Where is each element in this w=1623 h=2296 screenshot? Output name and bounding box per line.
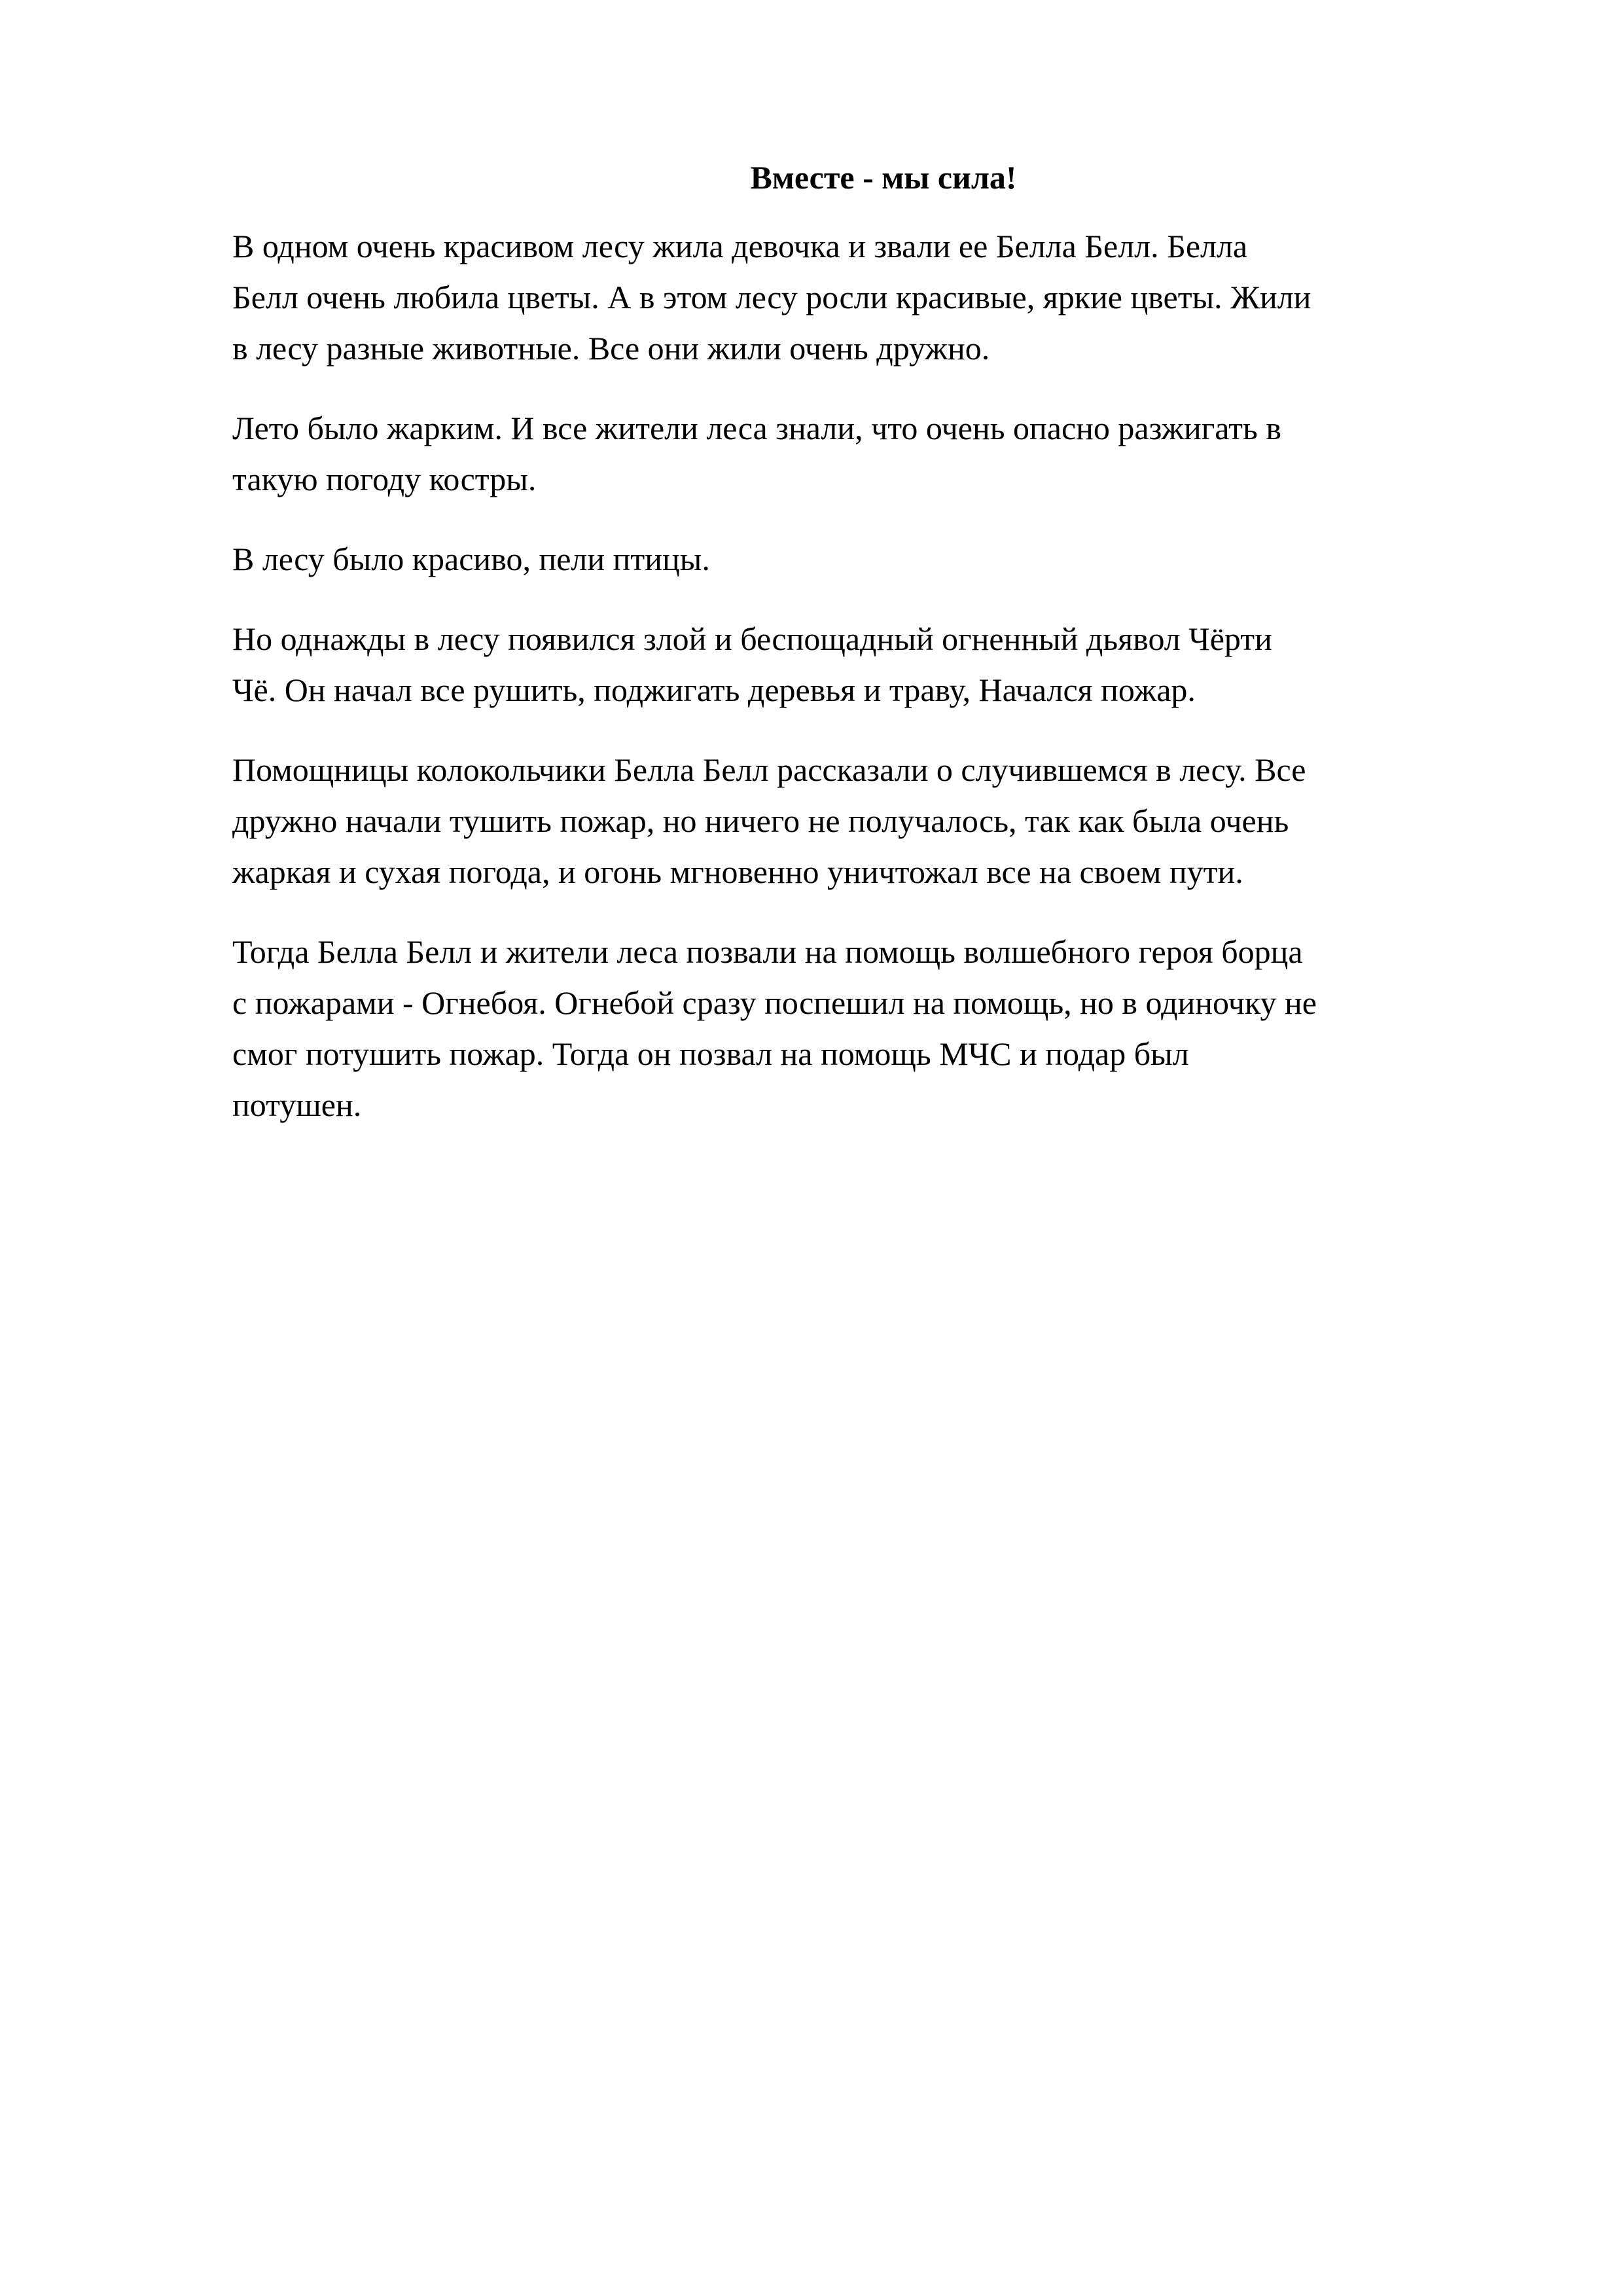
text-line: в лесу разные животные. Все они жили очень дружно. [232, 330, 990, 367]
text-line: с пожарами - Огнебоя. Огнебой сразу поспешил на помощь, но в одиночку не [232, 984, 1317, 1021]
text-line: смог потушить пожар. Тогда он позвал на помощь МЧС и подар был [232, 1035, 1189, 1072]
paragraph-5 [232, 744, 1515, 897]
document-body [232, 152, 1515, 1159]
paragraph-1 [232, 221, 1515, 374]
text-line: Тогда Белла Белл и жители леса позвали на помощь волшебного героя борца [232, 933, 1303, 970]
document-title: Вместе - мы сила! [750, 159, 1017, 196]
text-line: дружно начали тушить пожар, но ничего не получалось, так как была очень [232, 802, 1289, 839]
text-line: потушен. [232, 1086, 362, 1123]
text-line: Лето было жарким. И все жители леса знали, что очень опасно разжигать в [232, 410, 1281, 446]
paragraph-6 [232, 926, 1515, 1130]
text-line: В лесу было красиво, пели птицы. [232, 541, 710, 577]
text-line: жаркая и сухая погода, и огонь мгновенно уничтожал все на своем пути. [232, 853, 1243, 890]
text-line: Помощницы колокольчики Белла Белл рассказали о случившемся в лесу. Все [232, 751, 1306, 788]
paragraph-2 [232, 403, 1515, 505]
text-line: Белл очень любила цветы. А в этом лесу росли красивые, яркие цветы. Жили [232, 279, 1311, 315]
paragraph-4 [232, 613, 1515, 715]
text-line: Но однажды в лесу появился злой и беспощадный огненный дьявол Чёрти [232, 620, 1272, 657]
text-line: такую погоду костры. [232, 461, 537, 497]
text-line: В одном очень красивом лесу жила девочка и звали ее Белла Белл. Белла [232, 228, 1248, 264]
paragraph-3 [232, 533, 1515, 584]
text-line: Чё. Он начал все рушить, поджигать деревья и траву, Начался пожар. [232, 672, 1196, 708]
